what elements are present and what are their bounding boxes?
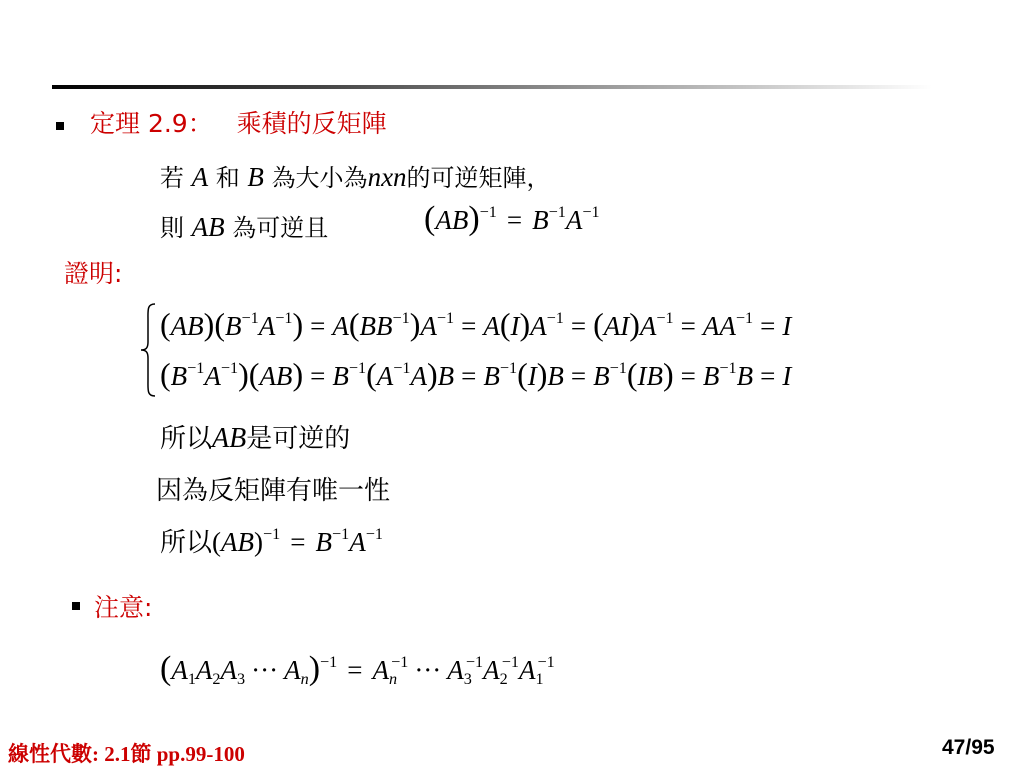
theorem-statement-line-2 (160, 208, 328, 243)
proof-conclusion-1 (160, 418, 350, 455)
title-rule (52, 85, 932, 89)
conclusion-therefore-2: 所以 (160, 528, 213, 558)
statement-ab: AB (191, 212, 225, 242)
proof-conclusion-2: 因為反矩陣有唯一性 (156, 476, 391, 506)
theorem-formula: $(AB)^{-1} = B^{-1}A^{-1}$ (424, 200, 600, 237)
statement-then: 則 (160, 214, 184, 242)
footer-pages: pp.99-100 (151, 742, 245, 766)
conclusion-ab: AB (212, 423, 247, 454)
proof-label: 證明: (64, 259, 123, 288)
footer-section: : 2.1 (92, 742, 131, 766)
statement-matrix-a: A (191, 162, 209, 192)
note-bullet (72, 602, 80, 610)
theorem-bullet (56, 122, 64, 130)
theorem-statement-line-1 (160, 158, 551, 193)
statement-invertible-and: 為可逆且 (232, 214, 329, 242)
theorem-heading (90, 104, 387, 140)
statement-and: 和 (215, 164, 240, 192)
page-number: 47/95 (942, 736, 995, 759)
statement-nxn: nxn (367, 162, 407, 192)
statement-matrix-b: B (247, 162, 264, 192)
theorem-label: 定理 2.9： (90, 109, 213, 138)
statement-if: 若 (160, 164, 184, 192)
statement-size-text: 為大小為 (271, 164, 368, 192)
footer-course-reference (8, 738, 245, 768)
conclusion-therefore: 所以 (160, 424, 213, 454)
statement-invertible-text: 的可逆矩陣， (406, 164, 551, 192)
proof-conclusion-3: 所以$(AB)^{-1} = B^{-1}A^{-1}$ (160, 524, 383, 558)
footer-section-suffix: 節 (130, 742, 152, 766)
note-formula: ($A_1A_2A_3$ ··· $A_n)^{-1} = A_n^{-1}$ ··· $A_3^{-1}A_2^{-1}A_1^{-1}$ (160, 650, 555, 688)
conclusion-is-invertible: 是可逆的 (246, 424, 351, 454)
proof-system-line-2: $(B^{-1}A^{-1})(AB) = B^{-1}(A^{-1}A)B = B^{-1}(I)B = B^{-1}(IB) = B^{-1}B = I$ (160, 356, 792, 392)
footer-course: 線性代數 (8, 742, 92, 766)
theorem-title: 乘積的反矩陣 (236, 109, 387, 138)
note-label: 注意: (94, 593, 153, 622)
proof-system-line-1: $(AB)(B^{-1}A^{-1}) = A(BB^{-1})A^{-1} = A(I)A^{-1} = (AI)A^{-1} = AA^{-1} = I$ (160, 306, 792, 342)
system-brace (140, 302, 156, 398)
